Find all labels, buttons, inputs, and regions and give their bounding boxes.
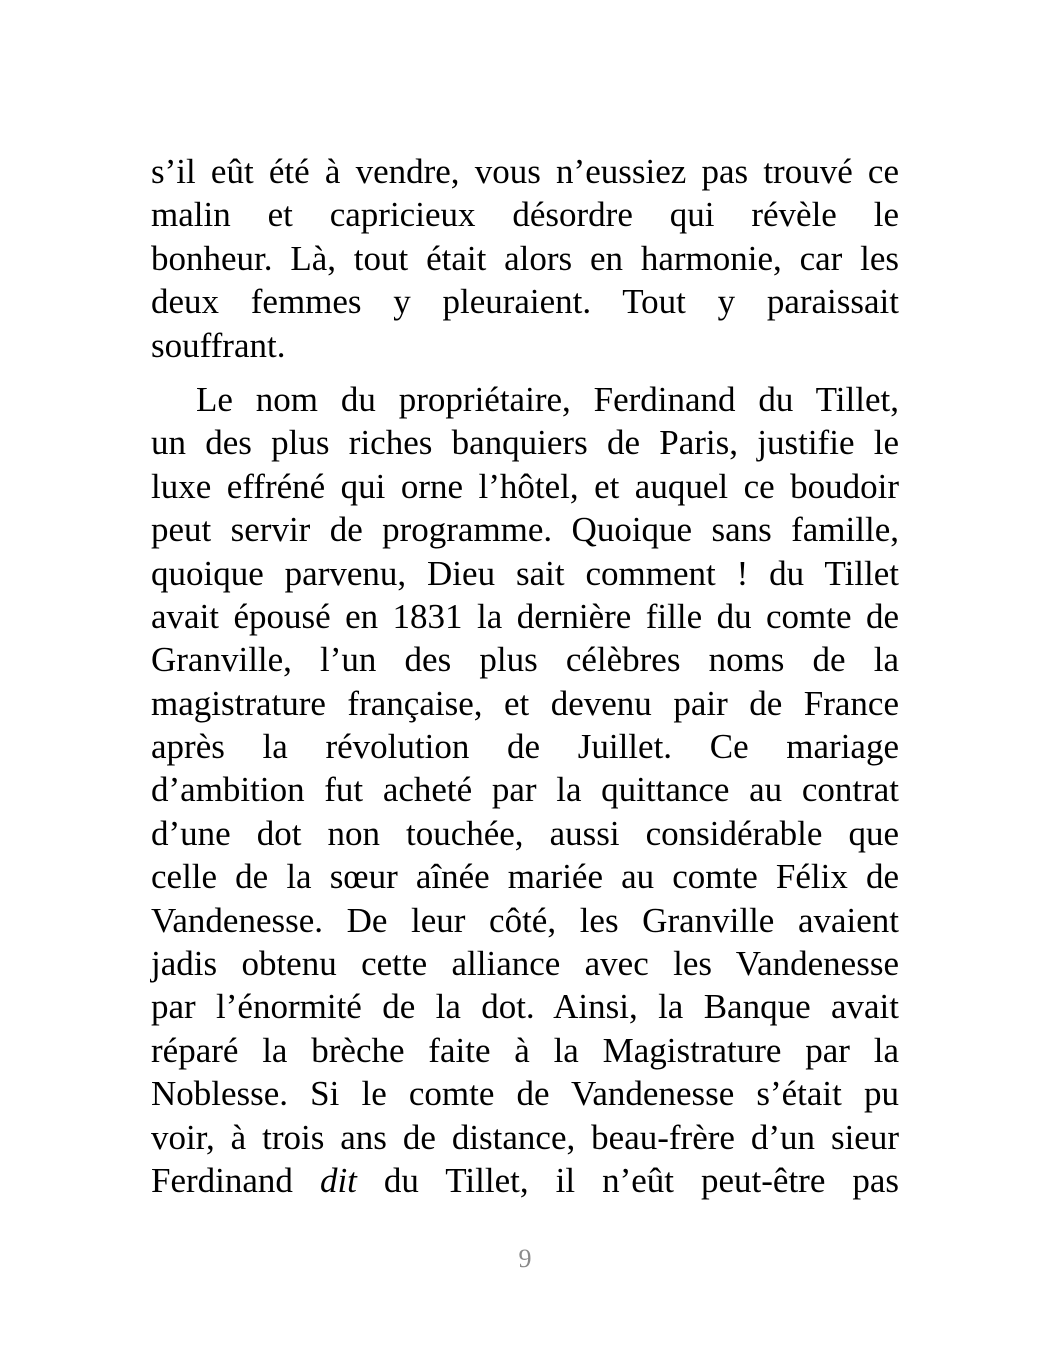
text-line: luxe effréné qui orne l’hôtel, et auquel ce boudoir bbox=[151, 466, 899, 506]
paragraph-2 bbox=[151, 378, 899, 1202]
text-line: avait épousé en 1831 la dernière fille du comte de bbox=[151, 596, 899, 636]
text-line: magistrature française, et devenu pair de France bbox=[151, 683, 899, 723]
text-line: bonheur. Là, tout était alors en harmonie, car les bbox=[151, 238, 899, 278]
text-line: Granville, l’un des plus célèbres noms de la bbox=[151, 640, 899, 680]
text-line: quoique parvenu, Dieu sait comment ! du Tillet bbox=[151, 553, 899, 593]
text-line: après la révolution de Juillet. Ce mariage bbox=[151, 727, 899, 767]
text-line: par l’énormité de la dot. Ainsi, la Banque avait bbox=[151, 987, 899, 1027]
italic-word: dit bbox=[319, 1160, 357, 1200]
text-line: souffrant. bbox=[151, 325, 286, 365]
text-line: deux femmes y pleuraient. Tout y paraissait bbox=[151, 282, 899, 322]
text-line: peut servir de programme. Quoique sans famille, bbox=[151, 510, 899, 550]
text-line: jadis obtenu cette alliance avec les Vandenesse bbox=[151, 944, 899, 984]
text-line: voir, à trois ans de distance, beau-frère d’un sieur bbox=[151, 1117, 899, 1157]
text-line: Le nom du propriétaire, Ferdinand du Tillet, bbox=[196, 379, 899, 419]
text-line: Vandenesse. De leur côté, les Granville avaient bbox=[151, 900, 899, 940]
text-line: un des plus riches banquiers de Paris, justifie le bbox=[151, 423, 899, 463]
text-fragment: du Tillet, il n’eût peut-être pas bbox=[383, 1160, 900, 1200]
text-line: d’ambition fut acheté par la quittance au contrat bbox=[151, 770, 899, 810]
text-line-with-italic bbox=[151, 1159, 899, 1202]
paragraph-1 bbox=[151, 150, 899, 367]
text-line: réparé la brèche faite à la Magistrature par la bbox=[151, 1030, 899, 1070]
text-fragment: Ferdinand bbox=[151, 1160, 293, 1200]
body-text bbox=[151, 150, 899, 1202]
text-line: celle de la sœur aînée mariée au comte Félix de bbox=[151, 857, 899, 897]
text-line: Noblesse. Si le comte de Vandenesse s’était pu bbox=[151, 1074, 899, 1114]
text-line: malin et capricieux désordre qui révèle le bbox=[151, 195, 899, 235]
text-line: d’une dot non touchée, aussi considérable que bbox=[151, 813, 899, 853]
text-line: s’il eût été à vendre, vous n’eussiez pas trouvé ce bbox=[151, 152, 899, 191]
page-number: 9 bbox=[518, 1244, 532, 1273]
paragraph-spacer bbox=[151, 367, 899, 378]
